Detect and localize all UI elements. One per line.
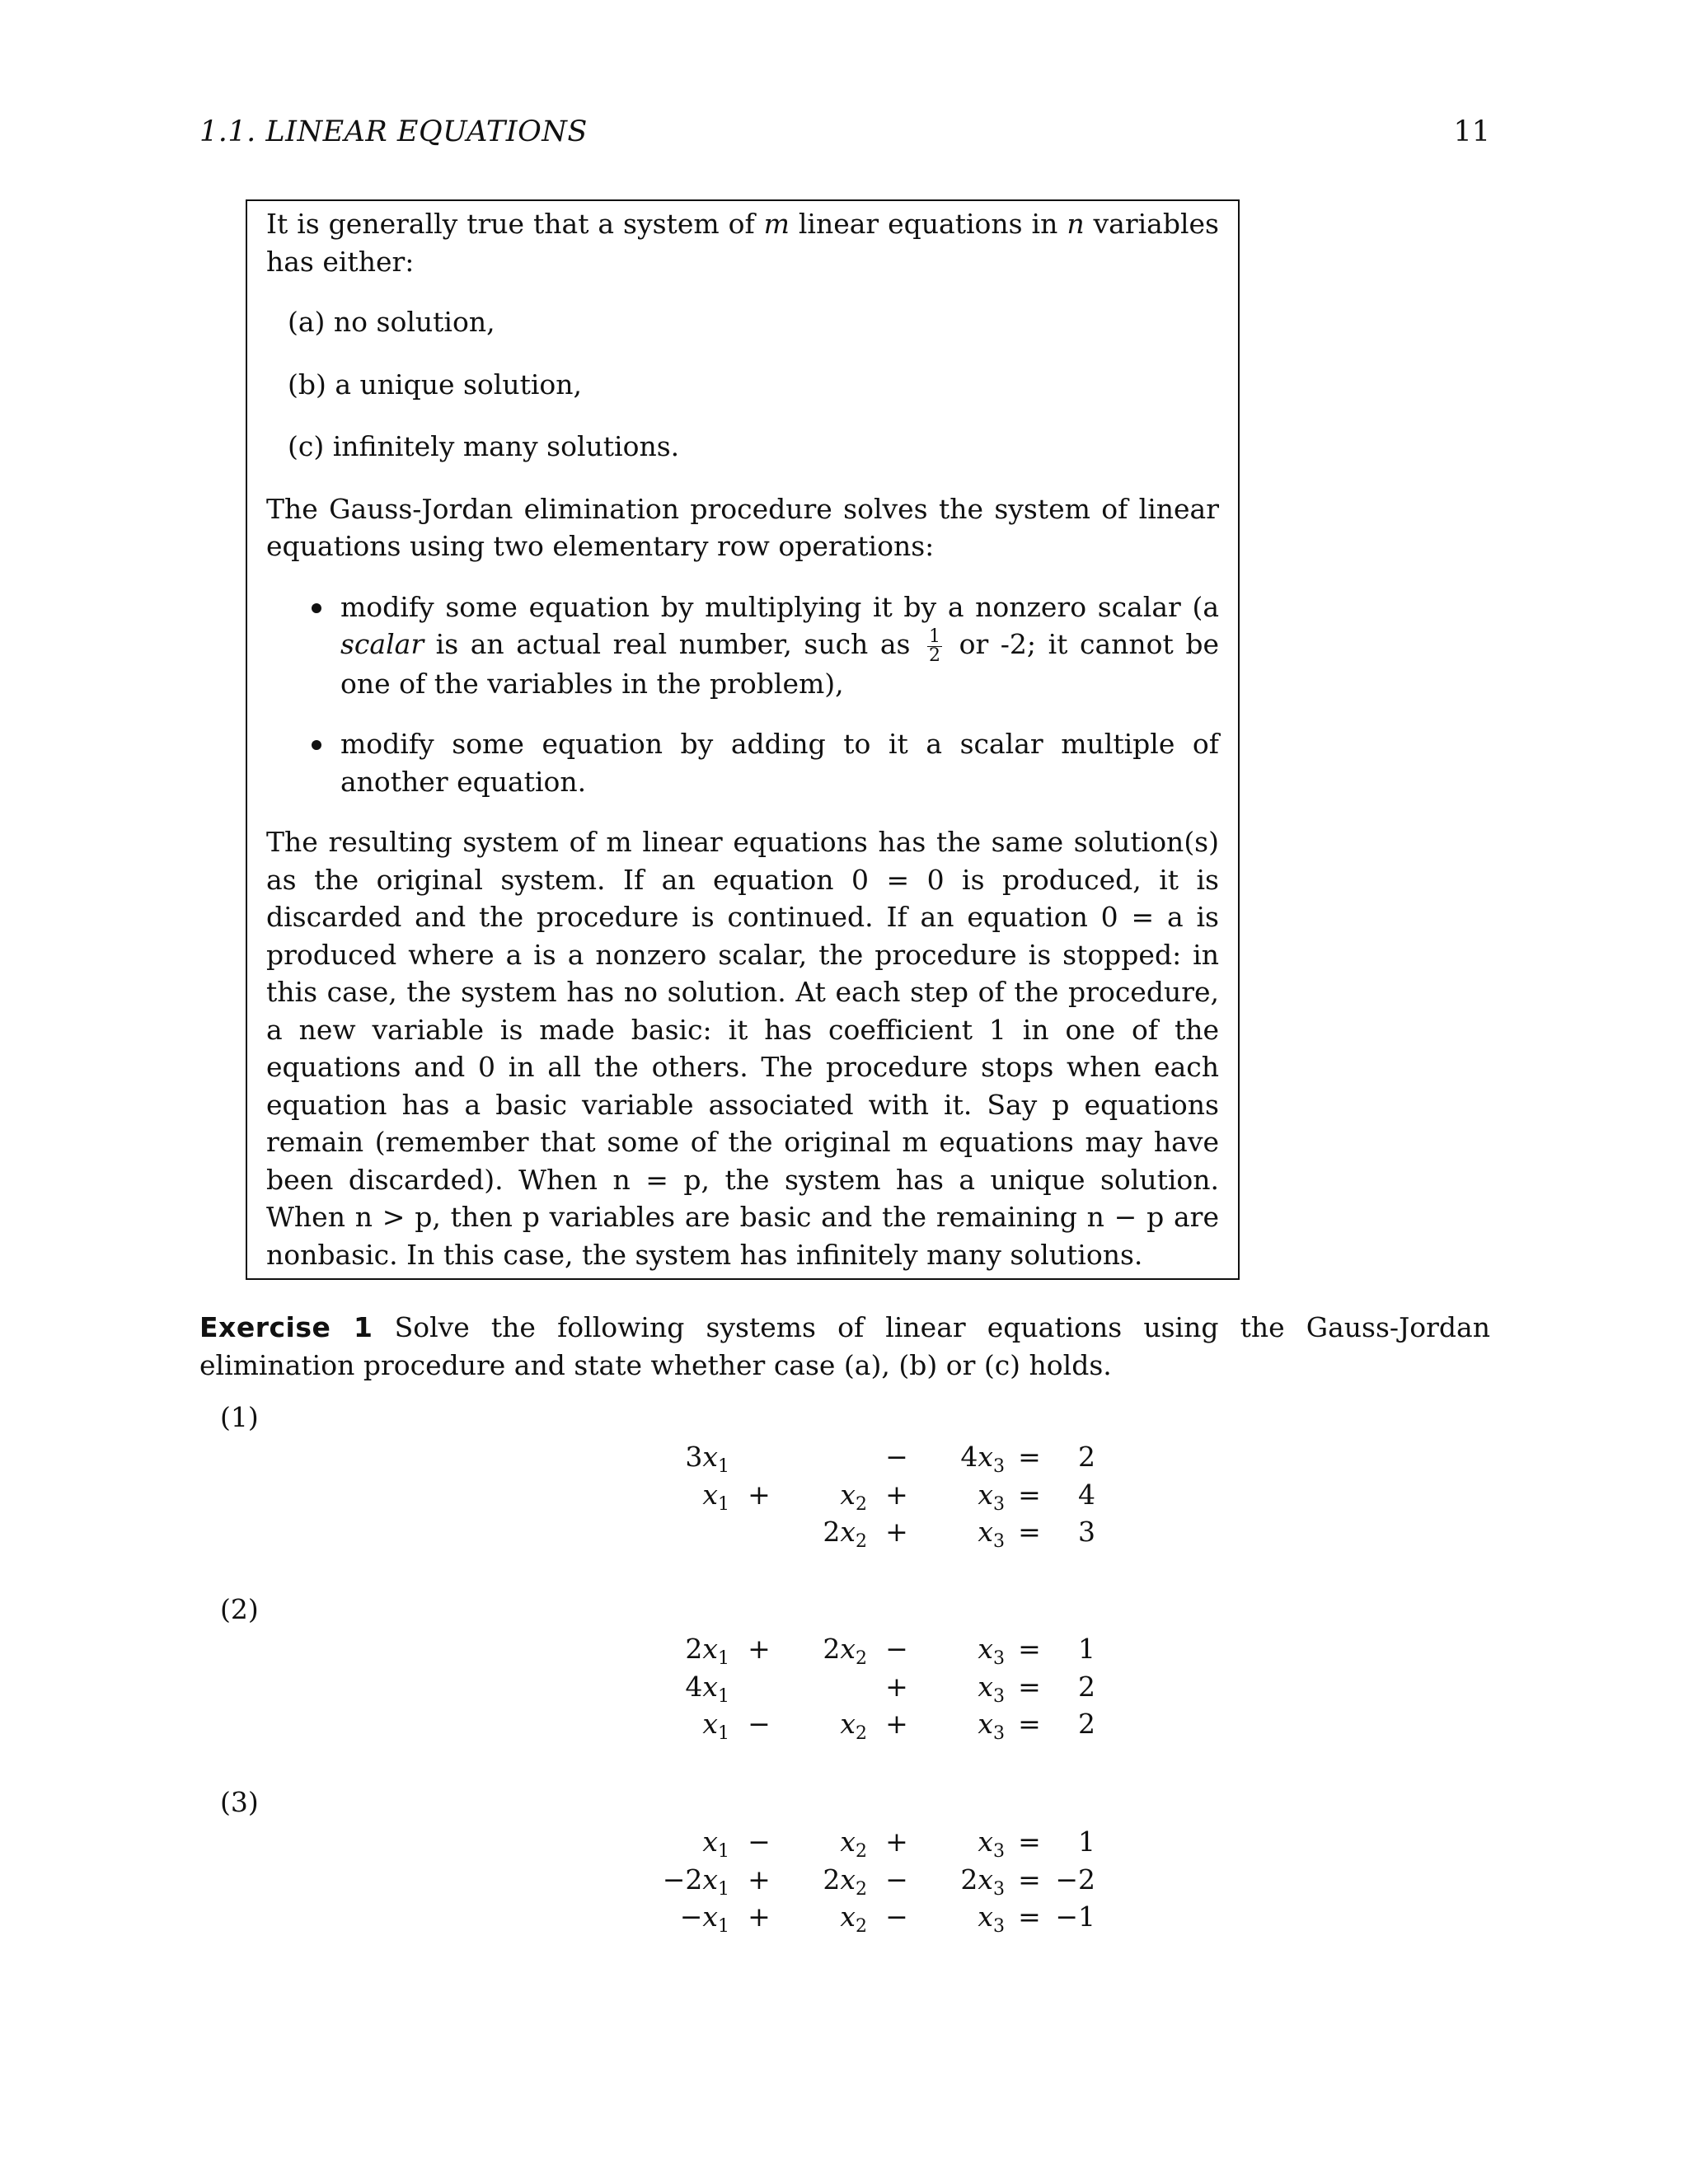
case-item: (b) a unique solution, xyxy=(288,368,583,401)
system-label: (3) xyxy=(220,1786,259,1818)
term: $x_2$ xyxy=(840,1825,867,1862)
page-number: 11 xyxy=(1453,115,1490,148)
equation-row xyxy=(651,1513,1095,1551)
term: $2x_2$ xyxy=(823,1516,867,1552)
system-label: (1) xyxy=(220,1401,259,1433)
term: $x_2$ xyxy=(840,1708,867,1744)
equals-sign: = xyxy=(1018,1863,1041,1896)
equals-sign: = xyxy=(1018,1670,1041,1703)
right-hand-side: −1 xyxy=(1055,1900,1095,1933)
operator: + xyxy=(748,1478,771,1511)
equals-sign: = xyxy=(1018,1441,1041,1473)
bullet-icon xyxy=(312,603,321,613)
operator xyxy=(729,1513,789,1551)
term: $x_3$ xyxy=(978,1633,1005,1669)
operator xyxy=(729,1668,789,1706)
equation-row xyxy=(651,1898,1095,1936)
term: $x_1$ xyxy=(702,1478,729,1515)
equals-sign: = xyxy=(1018,1708,1041,1740)
term: $2x_3$ xyxy=(960,1863,1005,1900)
right-hand-side: 3 xyxy=(1078,1516,1095,1548)
equation-system xyxy=(651,1630,1095,1743)
fraction: $\frac{1}{2}$ xyxy=(929,626,941,666)
term: $3x_1$ xyxy=(685,1441,729,1477)
equation-row xyxy=(651,1630,1095,1668)
summary-box xyxy=(246,199,1240,1280)
operator: − xyxy=(885,1441,908,1473)
term: $2x_2$ xyxy=(823,1863,867,1900)
operator: + xyxy=(885,1670,908,1703)
term: $x_2$ xyxy=(840,1478,867,1515)
operator xyxy=(729,1438,789,1476)
operator: − xyxy=(885,1900,908,1933)
case-list xyxy=(266,303,1219,466)
operator: − xyxy=(748,1708,771,1740)
term: $-2x_1$ xyxy=(662,1863,729,1900)
exercise-statement: Exercise 1 Solve the following systems of linear equations using the Gauss-Jordan elimination procedure and state whether case (a), (b) or (c) holds. xyxy=(199,1311,1490,1381)
equation-row xyxy=(651,1476,1095,1514)
gauss-jordan-paragraph: The Gauss-Jordan elimination procedure solves the system of linear equations using two elementary row operations: xyxy=(266,492,1219,562)
intro-paragraph: It is generally true that a system of m linear equations in n variables has either: xyxy=(266,208,1219,278)
term: $x_2$ xyxy=(840,1900,867,1937)
equation-row xyxy=(651,1438,1095,1476)
term: $4x_3$ xyxy=(960,1441,1005,1477)
case-item: (a) no solution, xyxy=(288,306,495,338)
term: $x_3$ xyxy=(978,1708,1005,1744)
term: $x_3$ xyxy=(978,1825,1005,1862)
term: $x_1$ xyxy=(702,1708,729,1744)
term: $2x_2$ xyxy=(823,1633,867,1669)
right-hand-side: 2 xyxy=(1078,1441,1095,1473)
term: $x_3$ xyxy=(978,1478,1005,1515)
operator: + xyxy=(885,1708,908,1740)
operator: + xyxy=(748,1863,771,1896)
term xyxy=(789,1668,867,1706)
operator: + xyxy=(885,1478,908,1511)
right-hand-side: 2 xyxy=(1078,1670,1095,1703)
right-hand-side: −2 xyxy=(1055,1863,1095,1896)
operation-item: modify some equation by multiplying it by a nonzero scalar (a scalar is an actual real number, such as $\frac{1}{2}$ or -2; it cannot be one of the variables in the problem), xyxy=(266,588,1219,703)
term xyxy=(651,1513,729,1551)
operator: − xyxy=(885,1633,908,1665)
equation-row xyxy=(651,1668,1095,1706)
term: $2x_1$ xyxy=(685,1633,729,1669)
right-hand-side: 1 xyxy=(1078,1633,1095,1665)
running-head xyxy=(199,115,1490,148)
term: $4x_1$ xyxy=(685,1670,729,1707)
operator: + xyxy=(748,1633,771,1665)
operation-list xyxy=(266,588,1219,801)
equals-sign: = xyxy=(1018,1633,1041,1665)
equals-sign: = xyxy=(1018,1516,1041,1548)
operator: − xyxy=(885,1863,908,1896)
operation-item: modify some equation by adding to it a scalar multiple of another equation. xyxy=(266,725,1219,800)
right-hand-side: 2 xyxy=(1078,1708,1095,1740)
equation-system xyxy=(651,1438,1095,1551)
bullet-icon xyxy=(312,740,321,750)
case-item: (c) infinitely many solutions. xyxy=(288,430,680,462)
procedure-paragraph: The resulting system of m linear equations has the same solution(s) as the original system. If an equation 0 = 0 is produced, it is discarded and the procedure is continued. If an equation 0 = a is produced where a is a nonzero scalar, the procedure is stopped: in this case, the system has no solution. At each step of the procedure, a new variable is made basic: it has coefficient 1 in one of the equations and 0 in all the others. The procedure stops when each equation has a basic variable associated with it. Say p equations remain (remember that some of the original m equations may have been discarded). When n = p, the system has a unique solution. When n > p, then p variables are basic and the remaining n − p are nonbasic. In this case, the system has infinitely many solutions. xyxy=(266,826,1219,1271)
term: $-x_1$ xyxy=(679,1900,729,1937)
operator: + xyxy=(885,1825,908,1858)
system-label: (2) xyxy=(220,1593,259,1625)
equation-row xyxy=(651,1705,1095,1743)
right-hand-side: 4 xyxy=(1078,1478,1095,1511)
section-title: 1.1. LINEAR EQUATIONS xyxy=(199,115,588,148)
right-hand-side: 1 xyxy=(1078,1825,1095,1858)
term: $x_3$ xyxy=(978,1516,1005,1552)
equals-sign: = xyxy=(1018,1478,1041,1511)
term xyxy=(789,1438,867,1476)
equation-row xyxy=(651,1823,1095,1861)
term: $x_3$ xyxy=(978,1900,1005,1937)
operator: + xyxy=(885,1516,908,1548)
equation-row xyxy=(651,1861,1095,1899)
operator: + xyxy=(748,1900,771,1933)
operator: − xyxy=(748,1825,771,1858)
term: $x_3$ xyxy=(978,1670,1005,1707)
term: $x_1$ xyxy=(702,1825,729,1862)
equals-sign: = xyxy=(1018,1900,1041,1933)
equals-sign: = xyxy=(1018,1825,1041,1858)
exercise-label: Exercise 1 xyxy=(199,1311,373,1343)
equation-system xyxy=(651,1823,1095,1936)
